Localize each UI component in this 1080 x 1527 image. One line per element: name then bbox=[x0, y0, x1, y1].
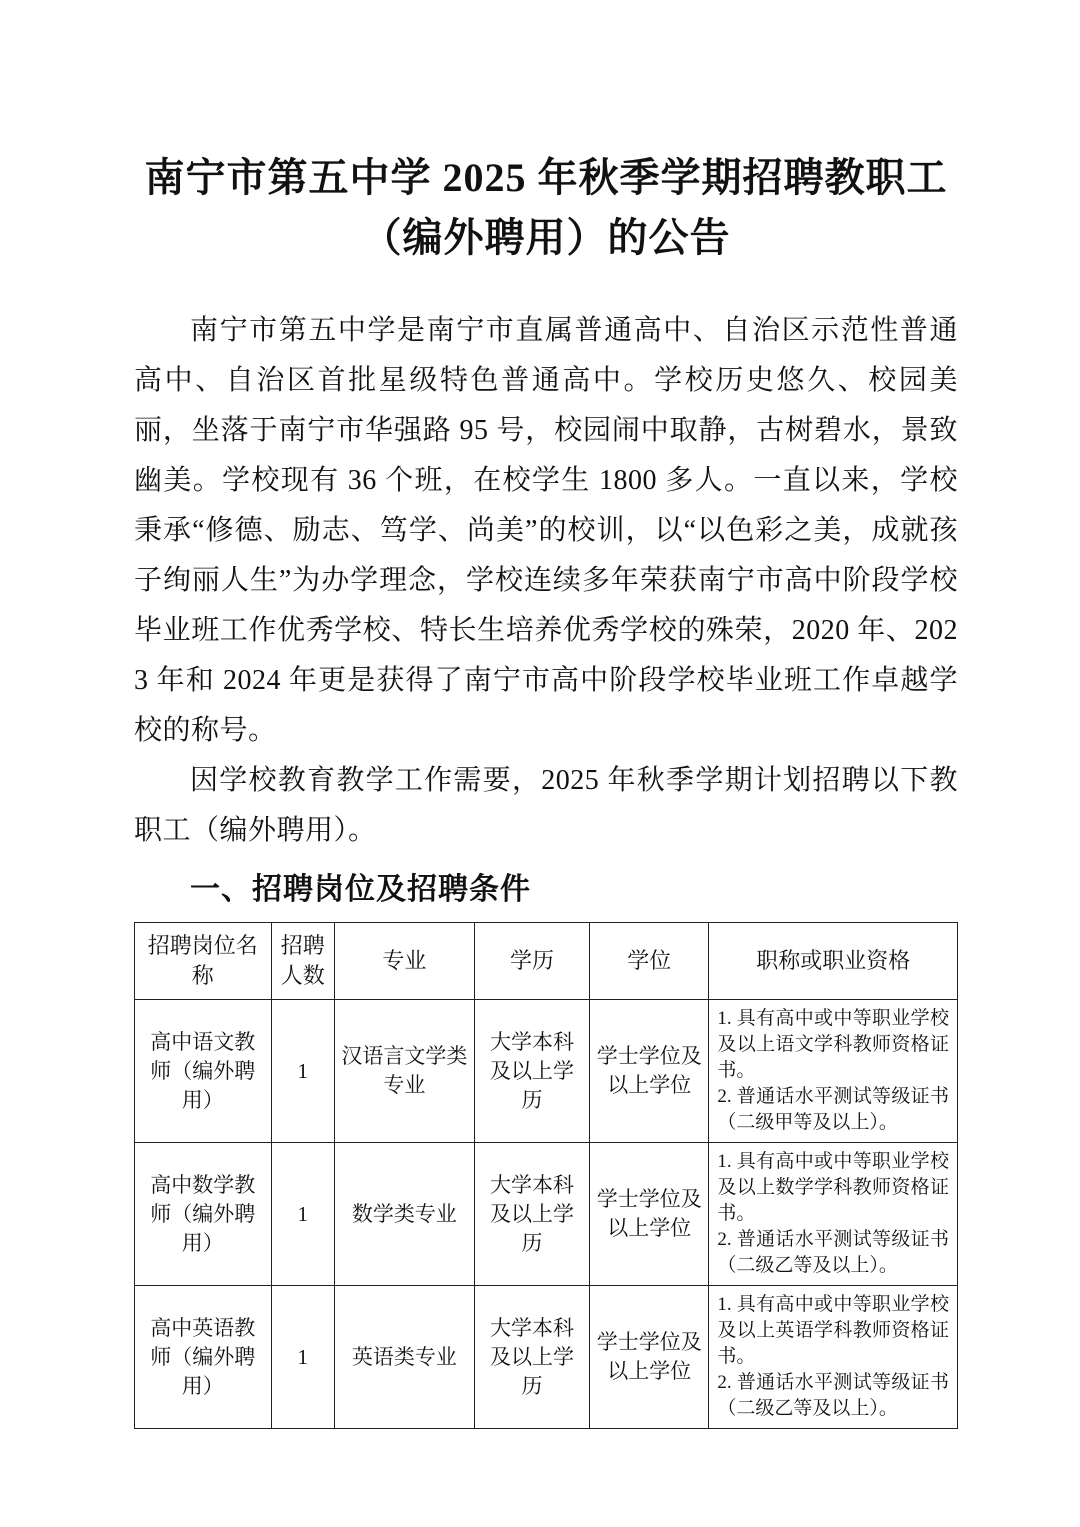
document-title bbox=[134, 148, 958, 268]
qualification-item-2: 2. 普通话水平测试等级证书（二级甲等及以上）。 bbox=[717, 1086, 949, 1133]
table-header-row bbox=[135, 923, 958, 1000]
cell-degree: 学士学位及以上学位 bbox=[590, 1000, 709, 1143]
qualification-item-1: 1. 具有高中或中等职业学校及以上数学学科教师资格证书。 bbox=[717, 1151, 949, 1224]
section-heading-positions: 一、招聘岗位及招聘条件 bbox=[190, 873, 531, 906]
cell-qualification bbox=[709, 1286, 958, 1429]
table-row-chinese-teacher bbox=[135, 1000, 958, 1143]
cell-major: 数学类专业 bbox=[334, 1143, 474, 1286]
intro-paragraph: 南宁市第五中学是南宁市直属普通高中、自治区示范性普通高中、自治区首批星级特色普通高中。学校历史悠久、校园美丽，坐落于南宁市华强路 95 号，校园闹中取静，古树碧水，景致幽美。学校现有 36 个班，在校学生 1800 多人。一直以来，学校秉承“修德、励志、笃学、尚美”的校训，以“以色彩之美，成就孩子绚丽人生”为办学理念，学校连续多年荣获南宁市高中阶段学校毕业班工作优秀学校、特长生培养优秀学校的殊荣，2020 年、2023 年和 2024 年更是获得了南宁市高中阶段学校毕业班工作卓越学校的称号。 bbox=[134, 315, 958, 746]
cell-major: 汉语言文学类专业 bbox=[334, 1000, 474, 1143]
qualification-item-2: 2. 普通话水平测试等级证书（二级乙等及以上）。 bbox=[717, 1229, 949, 1276]
cell-count: 1 bbox=[271, 1000, 334, 1143]
cell-education: 大学本科及以上学历 bbox=[474, 1000, 589, 1143]
cell-education: 大学本科及以上学历 bbox=[474, 1143, 589, 1286]
recruitment-table bbox=[134, 922, 958, 1429]
col-header-education: 学历 bbox=[474, 923, 589, 1000]
cell-position: 高中数学教师（编外聘用） bbox=[135, 1143, 272, 1286]
document-title-line-1: 南宁市第五中学 2025 年秋季学期招聘教职工 bbox=[144, 155, 948, 200]
recruitment-need-paragraph: 因学校教育教学工作需要，2025 年秋季学期计划招聘以下教职工（编外聘用）。 bbox=[134, 765, 958, 846]
col-header-count: 招聘人数 bbox=[271, 923, 334, 1000]
document-title-line-2: （编外聘用）的公告 bbox=[361, 215, 731, 260]
qualification-item-2: 2. 普通话水平测试等级证书（二级乙等及以上）。 bbox=[717, 1372, 949, 1419]
cell-degree: 学士学位及以上学位 bbox=[590, 1143, 709, 1286]
col-header-position: 招聘岗位名称 bbox=[135, 923, 272, 1000]
cell-degree: 学士学位及以上学位 bbox=[590, 1286, 709, 1429]
qualification-item-1: 1. 具有高中或中等职业学校及以上语文学科教师资格证书。 bbox=[717, 1008, 949, 1081]
cell-education: 大学本科及以上学历 bbox=[474, 1286, 589, 1429]
cell-count: 1 bbox=[271, 1143, 334, 1286]
table-row-math-teacher bbox=[135, 1143, 958, 1286]
table-row-english-teacher bbox=[135, 1286, 958, 1429]
cell-qualification bbox=[709, 1000, 958, 1143]
cell-major: 英语类专业 bbox=[334, 1286, 474, 1429]
col-header-degree: 学位 bbox=[590, 923, 709, 1000]
qualification-item-1: 1. 具有高中或中等职业学校及以上英语学科教师资格证书。 bbox=[717, 1294, 949, 1367]
col-header-major: 专业 bbox=[334, 923, 474, 1000]
cell-qualification bbox=[709, 1143, 958, 1286]
cell-position: 高中语文教师（编外聘用） bbox=[135, 1000, 272, 1143]
cell-count: 1 bbox=[271, 1286, 334, 1429]
cell-position: 高中英语教师（编外聘用） bbox=[135, 1286, 272, 1429]
col-header-qualification: 职称或职业资格 bbox=[709, 923, 958, 1000]
